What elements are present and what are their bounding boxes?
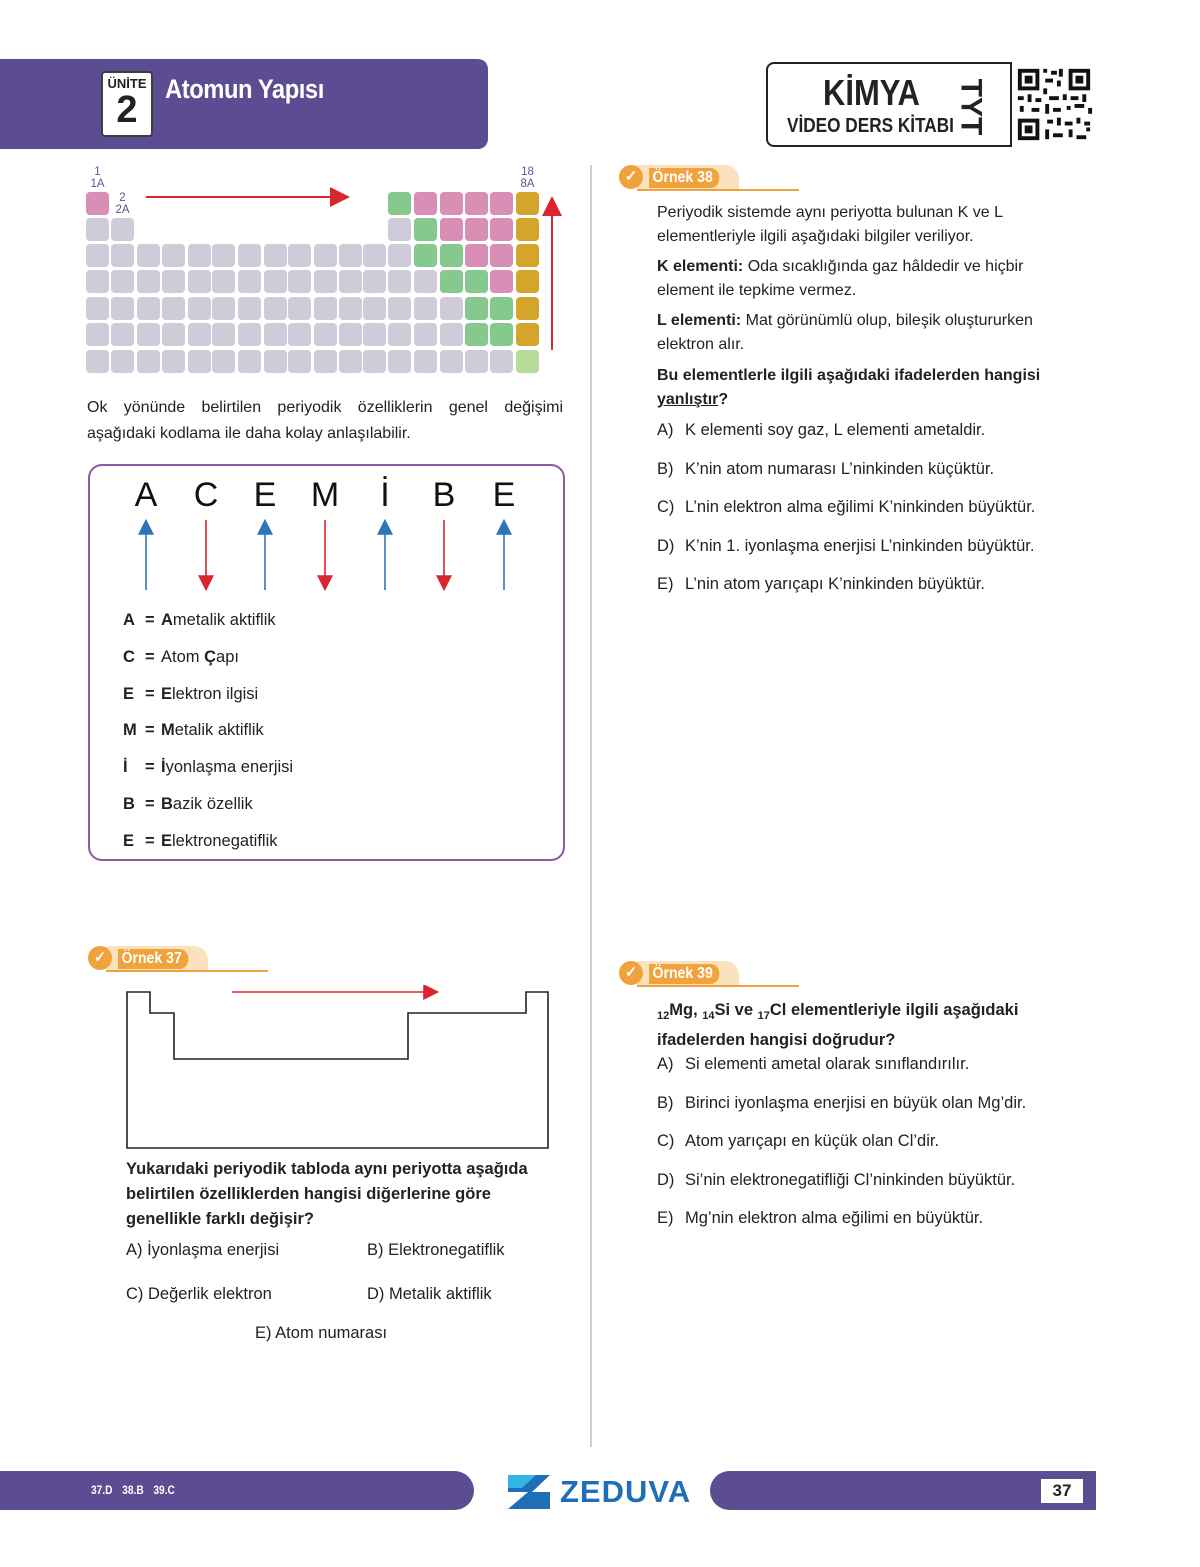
example39-question <box>657 998 1087 1052</box>
periodic-table-outline <box>120 985 560 1155</box>
question-rest: elementleriyle ilgili aşağıdaki ifadelerden hangisi doğrudur? <box>657 1001 1019 1049</box>
code-letter: İ <box>380 476 390 514</box>
unit-word: ÜNİTE <box>107 76 147 91</box>
example37-option-c[interactable]: C) Değerlik elektron <box>126 1285 272 1303</box>
example38-option[interactable]: E) L’nin atom yarıçapı K’ninkinden büyüktür. <box>657 575 985 593</box>
acemibe-arrows <box>0 0 600 620</box>
example38-question <box>657 364 1097 412</box>
example39-label: Örnek 39 <box>649 964 720 984</box>
example37-option-d[interactable]: D) Metalik aktiflik <box>367 1285 492 1303</box>
group-label: 1 1A <box>90 166 105 190</box>
example-underline <box>637 985 799 987</box>
legend-row: E = Elektron ilgisi <box>123 684 259 703</box>
check-icon: ✓ <box>619 961 643 985</box>
k-text: Oda sıcaklığında gaz hâldedir ve hiçbir element ile tepkime vermez. <box>657 258 1024 299</box>
legend-row: A = Ametalik aktiflik <box>123 611 276 629</box>
brand-title: KİMYA <box>823 72 920 113</box>
example39-option[interactable]: B) Birinci iyonlaşma enerjisi en büyük olan Mg’dir. <box>657 1093 1027 1112</box>
example39-header <box>619 961 809 987</box>
example39-option[interactable]: E) Mg’nin elektron alma eğilimi en büyüktür. <box>657 1209 984 1227</box>
unit-title: Atomun Yapısı <box>165 74 324 104</box>
sep1: , <box>693 1001 703 1019</box>
code-letter: M <box>310 476 340 514</box>
example37-question: Yukarıdaki periyodik tabloda aynı periyotta aşağıda belirtilen özelliklerden hangisi diğerlerine göre genellikle farklı değişir? <box>126 1160 528 1228</box>
example38-intro: Periyodik sistemde aynı periyotta bulunan K ve L elementleriyle ilgili aşağıdaki bilgiler veriliyor. <box>657 204 1003 245</box>
legend-row: E = Elektronegatiflik <box>123 831 278 850</box>
example38-l-info <box>657 309 1087 357</box>
sym-si: Si <box>714 1001 731 1019</box>
code-letter: B <box>432 476 456 514</box>
z-mg: 12 <box>657 1010 670 1022</box>
z-cl: 17 <box>757 1010 770 1022</box>
example38-label: Örnek 38 <box>649 168 720 188</box>
group-label: 2 2A <box>115 192 130 216</box>
question-main: Bu elementlerle ilgili aşağıdaki ifadelerden hangisi <box>657 367 1041 384</box>
legend-row: B = Bazik özellik <box>123 795 253 813</box>
example37-option-a[interactable]: A) İyonlaşma enerjisi <box>126 1241 280 1259</box>
brand-exam: TYT <box>954 78 988 136</box>
example-underline <box>637 189 799 191</box>
example39-option[interactable]: C) Atom yarıçapı en küçük olan Cl’dir. <box>657 1132 940 1150</box>
example38-option[interactable]: D) K’nin 1. iyonlaşma enerjisi L’ninkinden büyüktür. <box>657 536 1035 555</box>
footer-left-band <box>0 1471 474 1510</box>
code-letter: E <box>492 476 516 514</box>
example39-option[interactable]: A) Si elementi ametal olarak sınıflandırılır. <box>657 1055 970 1073</box>
z-si: 14 <box>702 1010 715 1022</box>
example37-header <box>88 946 278 972</box>
question-underlined: yanlıştır <box>657 391 719 408</box>
brand-subtitle: VİDEO DERS KİTABI <box>787 115 954 137</box>
l-text: Mat görünümlü olup, bileşik oluştururken elektron alır. <box>657 312 1033 353</box>
example38-k-info <box>657 255 1077 303</box>
code-letter: A <box>134 476 158 514</box>
page-number: 37 <box>1041 1479 1083 1503</box>
code-letter: C <box>193 476 219 514</box>
unit-number: 2 <box>116 89 138 131</box>
example37-option-e[interactable]: E) Atom numarası <box>255 1324 388 1342</box>
example38-option[interactable]: C) L’nin elektron alma eğilimi K’ninkinden büyüktür. <box>657 498 1036 516</box>
legend-row: C = Atom Çapı <box>123 647 239 666</box>
group-label: 18 8A <box>520 166 535 190</box>
example38-option[interactable]: B) K’nin atom numarası L’ninkinden küçüktür. <box>657 459 995 478</box>
legend-row: İ = İyonlaşma enerjisi <box>123 758 294 777</box>
zeduva-logo-text: ZEDUVA <box>560 1474 692 1509</box>
legend-row: M = Metalik aktiflik <box>123 721 264 740</box>
l-label: L elementi: <box>657 312 742 329</box>
qr-code-icon[interactable] <box>1010 62 1096 147</box>
example37-option-b[interactable]: B) Elektronegatiflik <box>367 1241 505 1259</box>
sym-mg: Mg <box>669 1001 694 1019</box>
example38-header <box>619 165 809 191</box>
sym-cl: Cl <box>769 1001 787 1019</box>
code-letter: E <box>253 476 277 514</box>
question-end: ? <box>718 391 729 408</box>
intro-text: Ok yönünde belirtilen periyodik özelliklerin genel değişimi aşağıdaki kodlama ile daha kolay anlaşılabilir. <box>87 399 563 442</box>
answer-keys: 37.D 38.B 39.C <box>91 1483 175 1497</box>
example-underline <box>106 970 268 972</box>
k-label: K elementi: <box>657 258 744 275</box>
sep2: ve <box>730 1001 758 1019</box>
example38-option[interactable]: A) K elementi soy gaz, L elementi ametaldir. <box>657 421 986 439</box>
example37-label: Örnek 37 <box>118 949 189 969</box>
check-icon: ✓ <box>619 165 643 189</box>
footer-right-band <box>710 1471 1096 1510</box>
check-icon: ✓ <box>88 946 112 970</box>
example39-option[interactable]: D) Si’nin elektronegatifliği Cl’ninkinden büyüktür. <box>657 1170 1016 1189</box>
zeduva-logo-icon <box>506 1473 554 1511</box>
